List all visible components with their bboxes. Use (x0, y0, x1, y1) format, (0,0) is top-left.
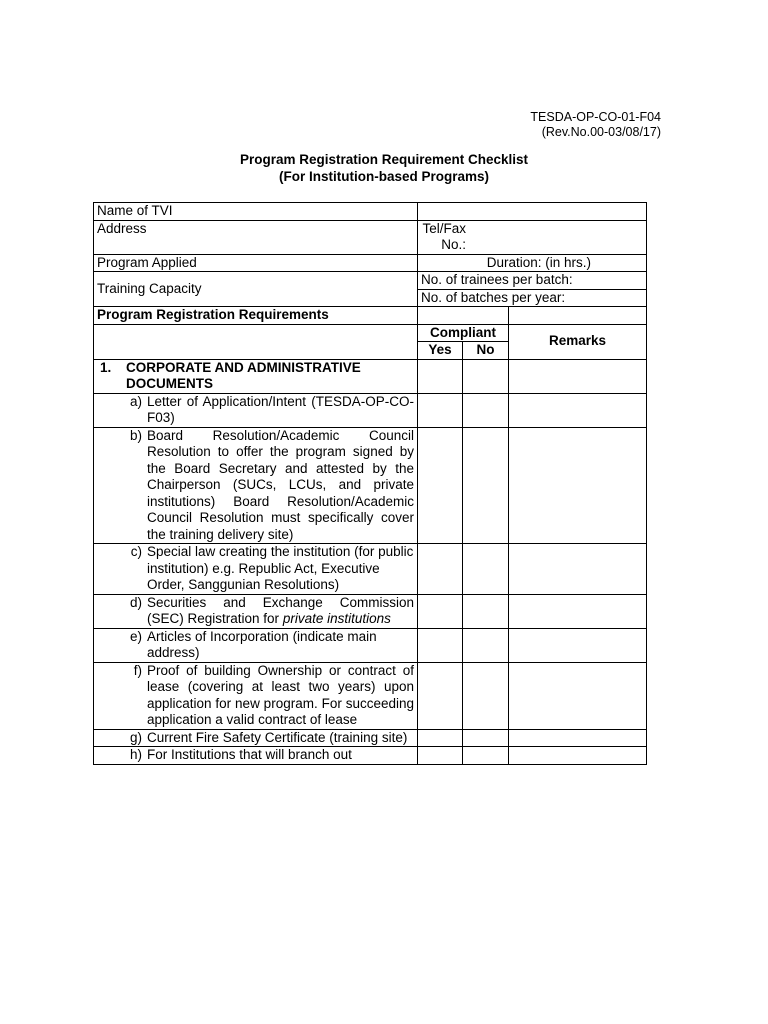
no-checkbox[interactable] (463, 359, 509, 393)
item-cell (94, 662, 418, 729)
program-applied-label: Program Applied (94, 254, 418, 272)
remarks-field[interactable] (509, 729, 647, 747)
no-checkbox[interactable] (463, 628, 509, 662)
remarks-header: Remarks (509, 324, 647, 359)
yes-checkbox[interactable] (418, 747, 463, 765)
no-checkbox[interactable] (463, 544, 509, 595)
no-checkbox[interactable] (463, 594, 509, 628)
table-row (94, 544, 647, 595)
item-cell (94, 544, 418, 595)
duration-label[interactable]: Duration: (in hrs.) (418, 254, 647, 272)
remarks-field[interactable] (509, 544, 647, 595)
item-letter: f) (133, 662, 142, 678)
table-row (94, 594, 647, 628)
revision-number: (Rev.No.00-03/08/17) (541, 125, 661, 139)
yes-checkbox[interactable] (418, 594, 463, 628)
item-letter: e) (129, 628, 142, 644)
remarks-field[interactable] (509, 662, 647, 729)
remarks-field[interactable] (509, 747, 647, 765)
yes-checkbox[interactable] (418, 544, 463, 595)
item-text: Articles of Incorporation (indicate main address) (147, 628, 377, 660)
yes-checkbox[interactable] (418, 628, 463, 662)
item-letter: d) (129, 594, 142, 610)
item-text: Proof of building Ownership or contract of lease (covering at least two years) upon application for new program. For succeeding application a valid contract of lease (147, 662, 414, 727)
yes-checkbox[interactable] (418, 359, 463, 393)
remarks-field[interactable] (509, 393, 647, 427)
blank-cell (94, 324, 418, 359)
info-row-capacity-1 (94, 272, 647, 290)
item-text: Letter of Application/Intent (TESDA-OP-CO-F03) (147, 393, 414, 425)
yes-checkbox[interactable] (418, 662, 463, 729)
requirements-header-row (94, 307, 647, 325)
remarks-field[interactable] (509, 427, 647, 544)
info-row-name (94, 203, 647, 221)
item-cell (94, 427, 418, 544)
item-cell (94, 747, 418, 765)
address-label: Address (94, 220, 418, 254)
table-row (94, 427, 647, 544)
no-checkbox[interactable] (463, 393, 509, 427)
batches-per-year-field[interactable]: No. of batches per year: (418, 289, 647, 307)
item-text-italic: private institutions (282, 611, 391, 626)
training-capacity-label: Training Capacity (94, 272, 418, 307)
item-cell (94, 628, 418, 662)
item-text: Board Resolution/Academic Council Resolution to offer the program signed by the Board Secretary and attested by the Chairperson (SUCs, LCUs, and private institutions) Board Resolution/Academic Council Resolution must specifically cover the training delivery site) (147, 427, 414, 542)
remarks-field[interactable] (509, 594, 647, 628)
name-of-tvi-label: Name of TVI (94, 203, 418, 221)
yes-header: Yes (418, 342, 463, 360)
title-line-2: (For Institution-based Programs) (278, 169, 489, 184)
section-row (94, 359, 647, 393)
item-cell (94, 594, 418, 628)
remarks-field[interactable] (509, 628, 647, 662)
item-cell (94, 729, 418, 747)
trainees-per-batch-field[interactable]: No. of trainees per batch: (418, 272, 647, 290)
no-checkbox[interactable] (463, 747, 509, 765)
info-row-address (94, 220, 647, 254)
item-text: Special law creating the institution (for public institution) e.g. Republic Act, Executive Order, Sanggunian Resolutions) (147, 544, 414, 592)
compliant-header-row (94, 324, 647, 342)
item-text: Current Fire Safety Certificate (training site) (147, 729, 408, 745)
info-row-program (94, 254, 647, 272)
blank-cell (509, 307, 647, 325)
item-text: Securities and Exchange Commission (SEC) Registration for (147, 594, 414, 626)
blank-cell (418, 307, 509, 325)
item-letter: a) (129, 393, 142, 409)
yes-checkbox[interactable] (418, 427, 463, 544)
item-text-wrapper (147, 595, 414, 628)
yes-checkbox[interactable] (418, 729, 463, 747)
item-letter: c) (130, 544, 142, 559)
item-letter: h) (129, 747, 142, 762)
table-row (94, 747, 647, 765)
page-title (0, 151, 768, 185)
yes-checkbox[interactable] (418, 393, 463, 427)
title-line-1: Program Registration Requirement Checklist (239, 152, 529, 167)
table-row (94, 729, 647, 747)
section-number: 1. (100, 359, 112, 375)
checklist-table (93, 202, 647, 765)
section-cell (94, 359, 418, 393)
name-of-tvi-field[interactable] (418, 203, 647, 221)
item-text: For Institutions that will branch out (147, 747, 352, 762)
table-row (94, 662, 647, 729)
document-code (530, 110, 661, 140)
item-cell (94, 393, 418, 427)
no-checkbox[interactable] (463, 427, 509, 544)
no-checkbox[interactable] (463, 729, 509, 747)
remarks-field[interactable] (509, 359, 647, 393)
form-code: TESDA-OP-CO-01-F04 (530, 110, 661, 124)
compliant-header: Compliant (418, 324, 509, 342)
item-letter: b) (129, 427, 142, 443)
telfax-label[interactable]: Tel/Fax No.: (418, 220, 647, 254)
no-header: No (463, 342, 509, 360)
no-checkbox[interactable] (463, 662, 509, 729)
table-row (94, 628, 647, 662)
section-title: CORPORATE AND ADMINISTRATIVE DOCUMENTS (126, 359, 361, 391)
table-row (94, 393, 647, 427)
item-letter: g) (129, 729, 142, 745)
requirements-header: Program Registration Requirements (94, 307, 418, 325)
